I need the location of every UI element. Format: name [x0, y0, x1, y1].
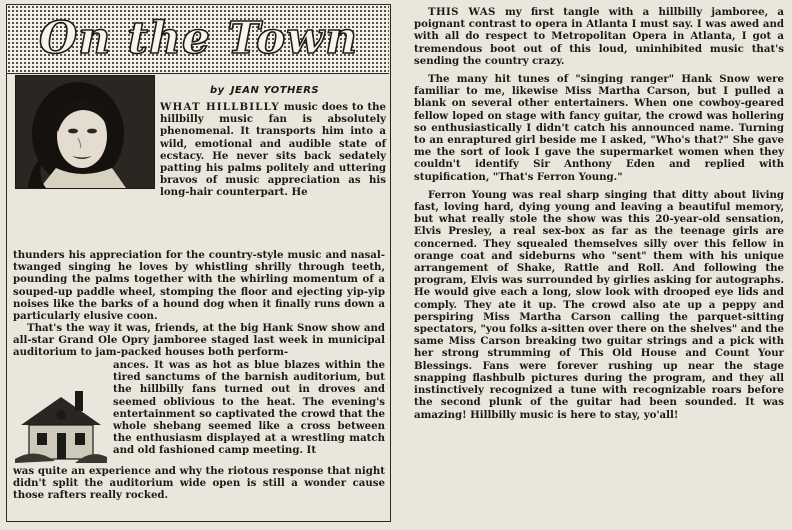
byline — [210, 85, 319, 96]
paragraph-lead: WHAT HILLBILLY — [160, 101, 280, 113]
byline-author: JEAN YOTHERS — [230, 85, 320, 96]
house-illustration-icon — [15, 383, 107, 463]
paragraph-intro — [160, 101, 386, 199]
right-column — [414, 6, 784, 427]
paragraph-friends-end: was quite an experience and why the riotous response that night didn't split the auditorium wide open is still a wonder cause those rafters really rocked. — [13, 465, 385, 502]
paragraph-text: music does to the hillbilly music fan is absolutely phenomenal. It transports him into a wild, emotional and audible state of ecstacy. He never sits back sedately patting his palms politely and uttering bravos of music appreciation as his long-hair counterpart. He — [160, 101, 386, 199]
paragraph-ferron-young: Ferron Young was real sharp singing that ditty about living fast, loving hard, dying young and leaving a beautiful memory, but what really stole the show was this 20-year-old sensation, Elvis Presley, a real sex-box as far as the teenage girls are concerned. They squealed themselves silly over this fellow in orange coat and sideburns who "sent" them with his unique arrangement of Shake, Rattle and Roll. And following the program, Elvis was surrounded by girlies asking for autographs. He would give each a long, slow look with drooped eye lids and comply. They ate it up. The crowd also ate up a peppy and perspiring Miss Martha Carson calling the parquet-sitting spectators, "you folks a-sitten over there on the shelves" and the same Miss Carson breaking two guitar strings and a pick with her strong strumming of This Old House and Count Your Blessings. Fans were forever rushing up near the stage snapping flashbulb pictures during the program, and they all instinctively recognized a tune with recognizable roars before the second plunk of the guitar had been sounded. It was amazing! Hillbilly music is here to stay, yo'all! — [414, 188, 784, 421]
woman-portrait-photo — [15, 75, 155, 189]
paragraph-friends-continued: ances. It was as hot as blue blazes within the tired sanctums of the barnish auditorium, but the hillbilly fans turned out in droves and seemed oblivious to the heat. The evening's entertainment so captivated the crowd that the whole shebang seemed like a cross between the enthusiasm displayed at a wrestling match and old fashioned camp meeting. It — [113, 359, 385, 457]
paragraph-first-tangle — [414, 6, 784, 67]
byline-prefix: by — [210, 85, 225, 96]
masthead-title: On the Town — [39, 13, 359, 64]
paragraph-text: my first tangle with a hillbilly jamboree, a poignant contrast to opera in Atlanta I must say. I was awed and with all do respect to Metropolitan Opera in Atlanta, I got a tremendous boot out of this loud, uninhibited music that's sending the country crazy. — [414, 6, 784, 67]
paragraph-lead: THIS WAS — [428, 6, 496, 18]
left-column — [6, 4, 391, 522]
paragraph-friends: That's the way it was, friends, at the big Hank Snow show and all-star Grand Ole Opry jamboree staged last week in municipal auditorium to jam-packed houses both perform- — [13, 322, 385, 359]
paragraph-intro-continued: thunders his appreciation for the country-style music and nasal-twanged singing he loves by whistling shrilly through teeth, pounding the palms together with the whirling momentum of a souped-up paddle wheel, stomping the floor and ejecting yip-yip noises like the barks of a hound dog when it finally runs down a particularly elusive coon. — [13, 249, 385, 323]
paragraph-hit-tunes: The many hit tunes of "singing ranger" Hank Snow were familiar to me, likewise Miss Martha Carson, but I pulled a blank on several other entertainers. When one cowboy-geared fellow loped on stage with fancy guitar, the crowd was hollering so enthusiastically I didn't catch his announced name. Turning to an enraptured girl beside me I asked, "Who's that?" She gave me the sort of look I gave the supermarket women when they couldn't identify Sir Anthony Eden and replied with stupification, "That's Ferron Young." — [414, 73, 784, 183]
masthead — [7, 5, 389, 74]
